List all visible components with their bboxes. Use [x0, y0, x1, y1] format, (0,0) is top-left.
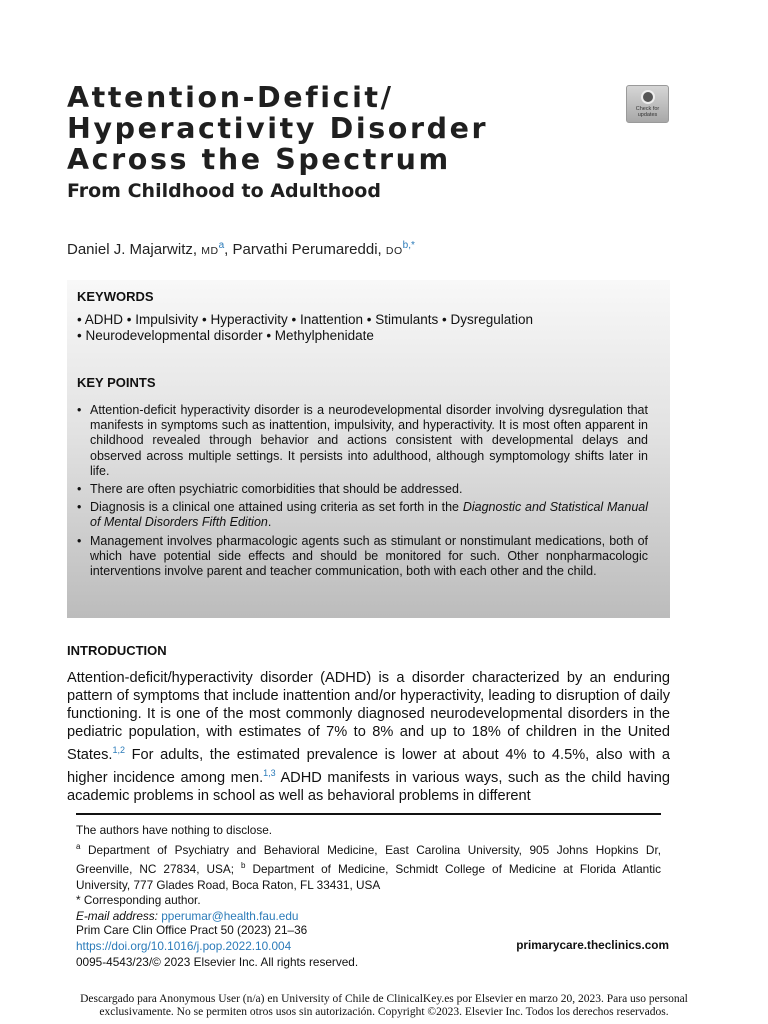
title-line-1: Attention-Deficit/ — [67, 81, 394, 114]
reference-link[interactable]: 1,2 — [112, 745, 125, 756]
affiliations: $^a$ Department of Psychiatry and Behavioral Medicine, East Carolina University, 905 Johns Hopkins Dr, Greenville, NC 27834, USA; $^b$ Department of Medicine, Schmidt College of Medicine at Florida Atlantic University, 777 Glades Road, Boca Raton, FL 33431, USA — [76, 841, 661, 892]
author-2-degree: DO — [385, 245, 403, 257]
title-line-3: Across the Spectrum — [67, 143, 451, 176]
doi-link[interactable]: https://doi.org/10.1016/j.pop.2022.10.004 — [76, 939, 292, 953]
author-2-name: Parvathi Perumareddi, — [232, 241, 382, 258]
keywords-line-2: • Neurodevelopmental disorder • Methylphenidate — [77, 328, 374, 343]
keywords-line-1: • ADHD • Impulsivity • Hyperactivity • Inattention • Stimulants • Dysregulation — [77, 312, 534, 327]
email-link[interactable]: pperumar@health.fau.edu — [161, 908, 299, 923]
title-line-2: Hyperactivity Disorder — [67, 112, 489, 145]
author-separator: , — [224, 241, 233, 258]
dsm-title: Diagnostic and Statistical Manual of Mental Disorders Fifth Edition — [90, 500, 649, 530]
article-title — [67, 82, 587, 175]
article-subtitle: From Childhood to Adulthood — [67, 180, 381, 202]
key-points-heading: KEY POINTS — [77, 375, 156, 390]
introduction-paragraph: Attention-deficit/hyperactivity disorder (ADHD) is a disorder characterized by an enduring pattern of symptoms that include inattention and/or hyperactivity, leading to disruption of daily functioning. It is one of the most commonly diagnosed neurodevelopmental disorders in the pediatric population, with estimates of 7% to 8% and up to 18% of children in the United States.$^{1,2}$ For adults, the estimated prevalence is lower at about 4% to 4.5%, also with a higher incidence among men.$^{1,3}$ ADHD manifests in various ways, such as the child having academic problems in school as well as behavioral problems in different — [67, 670, 670, 805]
reference-link[interactable]: 1,3 — [263, 768, 276, 779]
check-for-updates-badge[interactable] — [626, 85, 669, 123]
author-line — [67, 240, 415, 258]
author-1-affiliation-link[interactable]: a — [218, 240, 225, 251]
journal-website[interactable]: primarycare.theclinics.com — [516, 938, 669, 952]
author-1-name: Daniel J. Majarwitz, — [67, 241, 198, 258]
footnote-divider — [76, 813, 661, 815]
key-point-item: • Attention-deficit hyperactivity disorder is a neurodevelopmental disorder involving dysregulation that manifests in symptoms such as inattention, impulsivity, and hyperactivity. It is most often apparent in childhood revealed through behavior and actions consistent with developmental delays and observed across multiple settings. It persists into adulthood, although symptomology shifts later in life. — [77, 403, 648, 479]
author-1-degree: MD — [201, 245, 219, 257]
key-point-item: • Management involves pharmacologic agents such as stimulant or nonstimulant medications, both of which have potential side effects and should be monitored for such. Other nonpharmacologic interventions involve parent and teacher communication, both with each other and the child. — [77, 534, 648, 580]
copyright-line: 0095-4543/23/© 2023 Elsevier Inc. All rights reserved. — [76, 955, 359, 969]
author-2-affiliation-link[interactable]: b,* — [402, 240, 415, 251]
corresponding-author: * Corresponding author. — [76, 893, 201, 908]
download-notice: Descargado para Anonymous User (n/a) en University of Chile de ClinicalKey.es por Elsevier en marzo 20, 2023. Para uso personal exclusivamente. No se permiten otros usos sin autorización. Copyright ©2023. Elsevier Inc. Todos los derechos reservados. — [80, 993, 688, 1018]
keywords-heading: KEYWORDS — [77, 289, 154, 304]
check-for-updates-icon — [641, 90, 655, 104]
citation-block — [76, 922, 358, 970]
key-points-list — [77, 403, 648, 582]
disclosure: The authors have nothing to disclose. — [76, 823, 273, 837]
badge-text: Check for updates — [635, 106, 660, 118]
key-point-item: • There are often psychiatric comorbidities that should be addressed. — [77, 482, 648, 497]
footnotes — [76, 823, 661, 924]
email-line: E-mail address: pperumar@health.fau.edu — [76, 908, 299, 923]
key-point-item: • Diagnosis is a clinical one attained using criteria as set forth in the Diagnostic and Statistical Manual of Mental Disorders Fifth Edition. — [77, 500, 648, 530]
journal-citation: Prim Care Clin Office Pract 50 (2023) 21–36 — [76, 923, 308, 937]
introduction-heading: INTRODUCTION — [67, 643, 167, 658]
